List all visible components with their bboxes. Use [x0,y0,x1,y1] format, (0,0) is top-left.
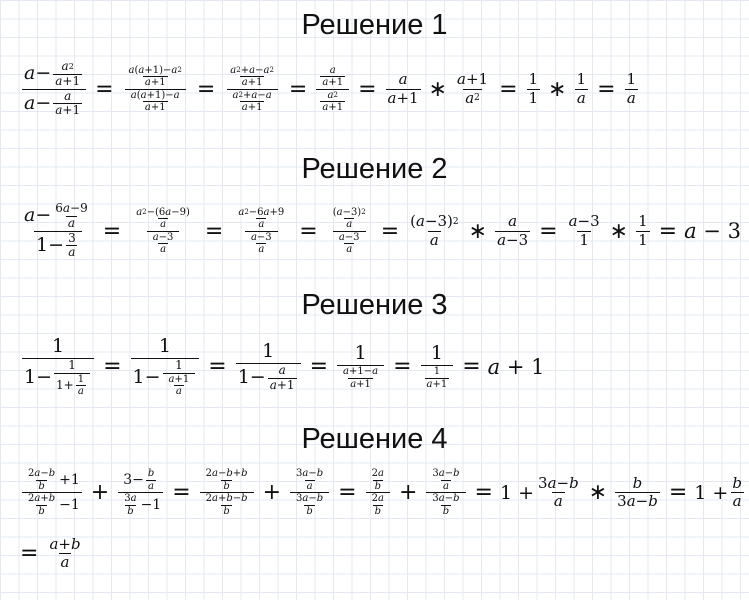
solution-1-result: $\frac{1}{a}$ [626,70,637,107]
solution-2-step-4a: ( a −3) 2 a [410,212,459,249]
solution-1-step-1: a ( a +1)− a 2 a +1 a ( a +1)− a a +1 [123,65,188,114]
solution-4-continuation: = a + b a [20,535,81,572]
solution-1-heading: Решение 1 [301,9,448,41]
solution-2-equation: a − 6 a −9 a 1− $\frac{3}{a}$ = a 2 −(6 a −9) a a −3 a = a 2 −6 a +9 a a −3 a = ( a −3) 2 a a −3 a = ( a −3) 2 a ∗ a a −3 = a −3 1 ∗ $\frac{1}{1}$ = a − 3 [24,201,741,260]
solution-4-step-0b: 3− $\frac{b}{a}$ 3 a b −1 [118,468,163,517]
solution-4-result: a + b a [49,535,81,572]
solution-3-equation: 1 1− 1 1+ $\frac{1}{a}$ = 1 1− 1 a +1 a = 1 1− a a +1 = 1 a +1− a a +1 = 1 1 a +1 = a + 1 [24,335,545,398]
solution-4-step-1b: 3 a − b a 3 a − b b [290,468,329,517]
solution-3-step-2: 1 1− a a +1 [236,341,301,392]
solution-4-equation: 2 a − b b +1 2 a + b b −1 + 3− $\frac{b}{a}$ 3 a b −1 = 2 a − b + b b 2 a + b − b b + 3 a − b a 3 a − b b = 2 a b 2 a b + 3 a − b a 3 a − b b = 1 + 3 a − b a ∗ b 3 a − b = 1 + $\frac{b}{a}$ [20,468,746,517]
solution-1-step-4b: a +1 a 2 [457,70,489,107]
solution-1-step-3: a a +1 a 2 a +1 [316,65,349,114]
solution-4-step-4: $\frac{b}{a}$ [732,473,742,510]
solution-1-step-4a: a a +1 [387,70,419,107]
solution-2-step-5a: a −3 1 [568,212,600,249]
solution-3-step-0: 1 1− 1 1+ $\frac{1}{a}$ [22,336,94,398]
solution-2-result: a − 3 [684,219,741,244]
solution-1-step-5b: $\frac{1}{a}$ [576,70,587,107]
solution-2-step-4b: a a −3 [497,212,529,249]
solution-4-step-3b: b 3 a − b [617,473,658,510]
solution-4-step-3a: 3 a − b a [538,473,579,510]
solution-2-step-2: a 2 −6 a +9 a a −3 a [238,206,285,256]
solution-3-heading: Решение 3 [301,289,448,321]
solution-3-step-3: 1 a +1− a a +1 [337,343,384,390]
solution-4-heading: Решение 4 [301,423,448,455]
solution-1-equation: a − a 2 a +1 a − a a +1 = a ( a +1)− a 2 a +1 a ( a +1)− a a +1 = a 2 + a − a 2 a +1 a 2 + a − a a +1 = a a +1 a 2 a +1 = a a +1 ∗ a +1 a 2 = $\frac{1}{1}$ ∗ $\frac{1}{a}$ = $\frac{1}{a}$ [24,59,637,118]
solution-3-step-4: 1 1 a +1 [421,343,454,390]
solution-4-step-1a: 2 a − b + b b 2 a + b − b b [200,468,254,517]
solution-3-result: a + 1 [487,354,545,379]
solution-1-step-2: a 2 + a − a 2 a +1 a 2 + a − a a +1 [224,65,280,114]
solution-4-step-2a: 2 a b 2 a b [366,468,390,517]
solution-2-step-3: ( a −3) 2 a a −3 a [332,206,366,256]
solution-2-step-1: a 2 −(6 a −9) a a −3 a [136,206,190,256]
solution-1-step-5a: $\frac{1}{1}$ [528,70,539,107]
solution-4-step-0a: 2 a − b b +1 2 a + b b −1 [22,468,82,517]
solution-3-step-1: 1 1− 1 a +1 a [131,336,200,398]
solution-4-step-2b: 3 a − b a 3 a − b b [426,468,465,517]
solution-2-heading: Решение 2 [301,153,448,185]
solution-2-step-5b: $\frac{1}{1}$ [638,212,648,249]
solution-1-step-0: a − a 2 a +1 a − a a +1 [22,60,86,118]
solution-2-step-0: a − 6 a −9 a 1− $\frac{3}{a}$ [24,201,88,260]
